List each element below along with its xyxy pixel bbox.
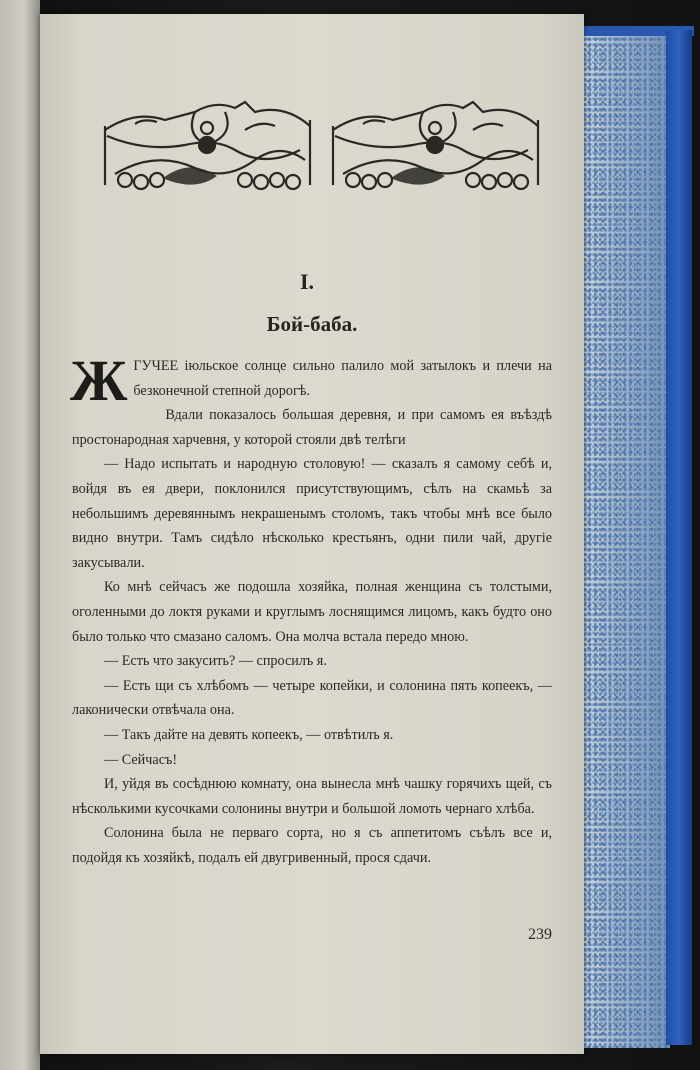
- page-number: 239: [528, 926, 552, 943]
- paragraph: — Сейчасъ!: [104, 751, 178, 768]
- art-nouveau-ornament-icon: [95, 90, 550, 200]
- drop-cap: Ж: [70, 348, 128, 413]
- paragraph: — Есть щи съ хлѣбомъ — четыре копейки, и солонина пять копеекъ, — лаконически отвѣчала она.: [72, 677, 552, 719]
- left-page-edge: [0, 0, 40, 1070]
- ornament-right-motif: [333, 102, 538, 189]
- chapter-title: Бой-баба.: [266, 312, 358, 336]
- paragraph: — Надо испытать и народную столовую! — сказалъ я самому себѣ и, войдя въ ея двери, поклонился присутствующимъ, сѣлъ на скамьѣ за небольшимъ деревяннымъ некрашенымъ столомъ, такъ чтобы мнѣ все было видно внутри. Тамъ сидѣло нѣсколько крестьянъ, одни пили чай, другіе закусывали.: [72, 456, 552, 571]
- ornament-left-motif: [105, 102, 310, 189]
- paragraph: — Такъ дайте на девять копеекъ, — отвѣтилъ я.: [104, 726, 394, 743]
- chapter-body: [70, 348, 552, 870]
- page-block-edges: [584, 28, 670, 1048]
- paragraph: Солонина была не перваго сорта, но я съ аппетитомъ съѣлъ все и, подойдя къ хозяйкѣ, подалъ ей двугривенный, прося сдачи.: [72, 825, 552, 866]
- paragraph: — Есть что закусить? — спросилъ я.: [104, 653, 327, 670]
- book-page: [40, 14, 584, 1054]
- book-cover-spine: [666, 30, 692, 1045]
- paragraph: И, уйдя въ сосѣднюю комнату, она вынесла мнѣ чашку горячихъ щей, съ нѣсколькими кусочками солонины внутри и большой ломоть чернаго хлѣба.: [72, 776, 552, 817]
- paragraph: ЖГУЧЕЕ іюльское солнце сильно палило мой затылокъ и плечи на безконечной степной дорогѣ.: [70, 348, 552, 413]
- paragraph: Ко мнѣ сейчасъ же подошла хозяйка, полная женщина съ толстыми, оголенными до локтя руками и круглымъ лоснящимся лицомъ, какъ будто оно было только что смазано саломъ. Она молча встала передо мною.: [72, 579, 552, 645]
- chapter-number: I.: [300, 269, 315, 294]
- paragraph: Вдали показалось большая деревня, и при самомъ ея въѣздѣ простонародная харчевня, у которой стояли двѣ телѣги: [72, 407, 552, 448]
